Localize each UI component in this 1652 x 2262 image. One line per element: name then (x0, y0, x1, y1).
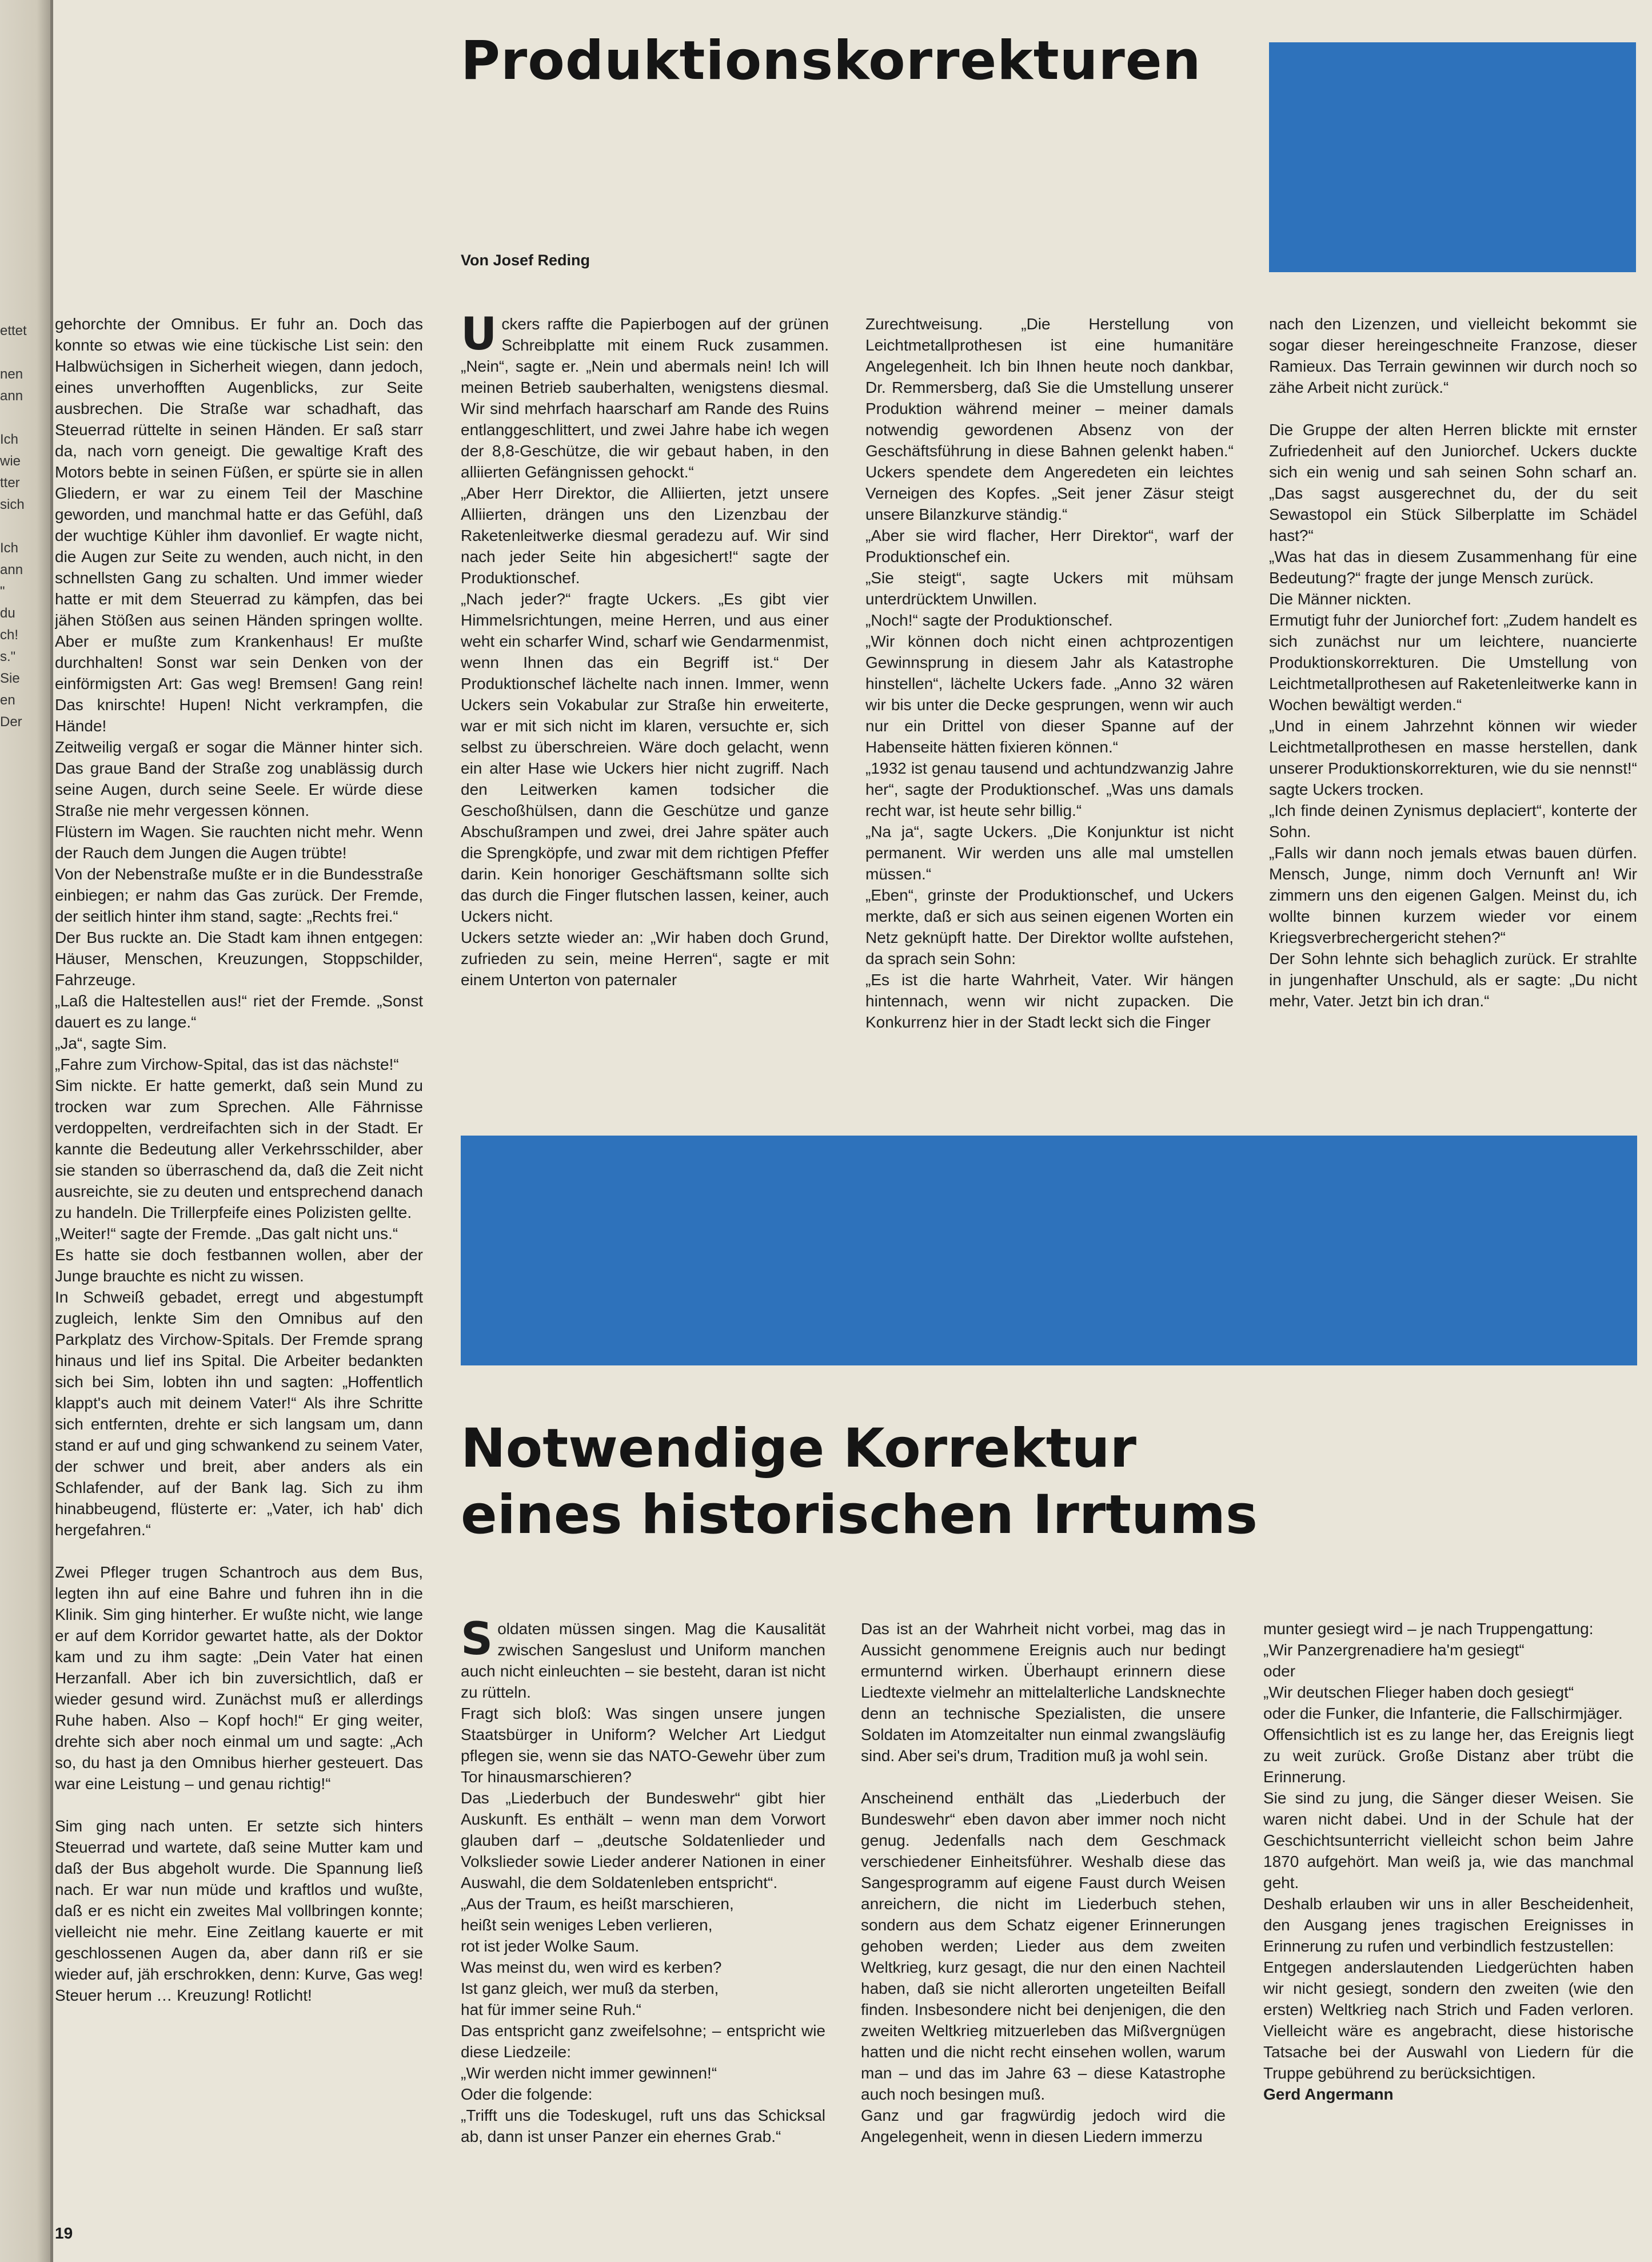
paragraph: „Ja“, sagte Sim. (55, 1034, 167, 1052)
fragment-line: " (0, 584, 5, 599)
paragraph: Fragt sich bloß: Was singen unsere jungen Staatsbürger in Uniform? Welcher Art Liedgut pflegen sie, wenn sie das NATO-Gewehr über zum Tor hinausmarschieren? (461, 1705, 825, 1786)
page-number: 19 (55, 2224, 73, 2242)
fragment-line: ch! (0, 627, 19, 643)
paragraph: Ermutigt fuhr der Juniorchef fort: „Zudem handelt es sich zunächst nur um leichtere, nuancierte Produktionskorrekturen. Die Umstellung von Leichtmetallprothesen auf Raketenleitwerke kann in Wochen bewältigt werden.“ (1269, 611, 1637, 714)
paragraph-gap (1269, 398, 1637, 419)
fragment-line: nen (0, 367, 23, 382)
paragraph: „Trifft uns die Todeskugel, ruft uns das Schicksal ab, dann ist unser Panzer ein ehernes Grab.“ (461, 2106, 825, 2145)
paragraph-gap (861, 1766, 1226, 1787)
paragraph: Offensichtlich ist es zu lange her, das Ereignis liegt zu weit zurück. Große Distanz aber trübt die Erinnerung. (1263, 1726, 1634, 1786)
paragraph: Zwei Pfleger trugen Schantroch aus dem Bus, legten ihn auf eine Bahre und fuhren ihn in die Klinik. Sim ging hinterher. Er wußte nicht, wie lange er auf dem Korridor gewartet hatte, als der Doktor kam und zu ihm sagte: „Dein Vater hat einen Herzanfall. Aber ich bin zuversichtlich, daß er wieder gesund wird. Zunächst muß er allerdings Ruhe haben. Also – Kopf hoch!“ Er ging weiter, drehte sich aber noch einmal um und sagte: „Ach so, du hast ja den Omnibus hierher gesteuert. Das war eine Leistung – und genau richtig!“ (55, 1563, 423, 1793)
paragraph: „Und in einem Jahrzehnt können wir wieder Leichtmetallprothesen en masse herstellen, dank unserer Produktionskorrekturen, wie du sie nennst!“ sagte Uckers trocken. (1269, 717, 1637, 798)
fragment-line: Ich (0, 432, 19, 447)
paragraph: gehorchte der Omnibus. Er fuhr an. Doch das konnte so etwas wie eine tückische List sein: den Halbwüchsigen in Sicherheit wiegen, dann jedoch, eines unverhofften Augenblicks, zur Seite ausbrechen. Die Straße war schadhaft, das Steuerrad rüttelte in seinen Händen. Er saß starr da, nach vorn geneigt. Die gewaltige Kraft des Motors bebte in seinen Füßen, er spürte sie in allen Gliedern, er war zu einem Teil der Maschine geworden, und manchmal hatte er das Gefühl, daß der wuchtige Kühler ihm davonlief. Er wagte nicht, die Augen zur Seite zu wenden, auch nicht, in den schnellsten Gang zu schalten. Und immer wieder hatte er mit dem Steuerrad zu kämpfen, das bei jähen Stößen aus seinen Händen springen wollte. Aber er mußte zum Krankenhaus! Er mußte durchhalten! Sonst war sein Denken von der einförmigsten Art: Gas weg! Bremsen! Gang rein! Das knirschte! Hupen! Nicht verkrampfen, die Hände! (55, 315, 423, 735)
article2-title-line-2: eines historischen Irrtums (461, 1484, 1258, 1546)
paragraph: „Ich finde deinen Zynismus deplaciert“, konterte der Sohn. (1269, 802, 1637, 841)
paragraph: „Nach jeder?“ fragte Uckers. „Es gibt vier Himmelsrichtungen, meine Herren, und aus einer weht ein scharfer Wind, scharf wie Gendarmenmist, wenn Ihnen das ein Begriff ist.“ Der Produktionschef lächelte nach innen. Immer, wenn Uckers sein Vokabular zur Straße hin erweiterte, war er mit sich nicht im klaren, versuchte er, sich selbst zu überschreien. Wäre doch gelacht, wenn ein alter Hase wie Uckers hier nicht zugriff. Nach den Leitwerken kamen todsicher die Geschoßhülsen, dann die Geschütze und ganze Abschußrampen und zwei, drei Jahre später auch die Sprengköpfe, und zwar mit dem richtigen Pfeffer darin. Kein honoriger Geschäftsmann sollte sich das durch die Finger flutschen lassen, keiner, auch Uckers nicht. (461, 590, 829, 925)
paragraph: oder (1263, 1662, 1296, 1680)
paragraph: heißt sein weniges Leben verlieren, (461, 1916, 713, 1934)
article-column-3 (865, 313, 1234, 1040)
adjacent-page-fragment (0, 320, 34, 733)
fragment-line: ettet (0, 323, 27, 338)
drop-cap: S (461, 1618, 493, 1665)
paragraph: „Na ja“, sagte Uckers. „Die Konjunktur ist nicht permanent. Wir werden uns alle mal umstellen müssen.“ (865, 823, 1234, 883)
paragraph: „Wir können doch nicht einen achtprozentigen Gewinnsprung in diesem Jahr als Katastrophe hinstellen“, lächelte Uckers fade. „Anno 32 wären wir bis unter die Decke gesprungen, wenn wir auch nur ein Drittel von dieser Spanne auf der Habenseite hätten fixieren können.“ (865, 632, 1234, 756)
fragment-line: en (0, 692, 15, 708)
fragment-line (0, 516, 34, 537)
fragment-line: ann (0, 388, 23, 404)
paragraph: Entgegen anderslautenden Liedgerüchten haben wir nicht gesiegt, sondern den zweiten (wie den ersten) Weltkrieg nach Strich und Faden verloren. Vielleicht wäre es angebracht, diese historische Tatsache bei der Auswahl von Liedern für die Truppe gebührend zu berücksichtigen. (1263, 1958, 1634, 2082)
paragraph: Zurechtweisung. „Die Herstellung von Leichtmetallprothesen ist eine humanitäre Angelegenheit. Ich bin Ihnen heute noch dankbar, Dr. Remmersberg, daß Sie die Umstellung unserer Produktion während meiner – meiner damals notwendig gewordenen Absenz von der Geschäftsführung in diese Bahnen gelenkt haben.“ Uckers spendete dem Angeredeten ein leichtes Verneigen des Kopfes. „Seit jener Zäsur steigt unsere Bilanzkurve ständig.“ (865, 315, 1234, 523)
paragraph: „Fahre zum Virchow-Spital, das ist das nächste!“ (55, 1056, 399, 1073)
paragraph: „Aus der Traum, es heißt marschieren, (461, 1895, 734, 1913)
paragraph: oder die Funker, die Infanterie, die Fallschirmjäger. (1263, 1705, 1623, 1722)
paragraph: Das entspricht ganz zweifelsohne; – entspricht wie diese Liedzeile: (461, 2022, 825, 2061)
paragraph: Das „Liederbuch der Bundeswehr“ gibt hier Auskunft. Es enthält – wenn man dem Vorwort glauben darf – „deutsche Soldatenlieder und Volkslieder sowie Lieder anderer Nationen in einer Auswahl, die dem Soldatenleben entspricht“. (461, 1789, 825, 1891)
fragment-line: Sie (0, 671, 20, 686)
fragment-line (0, 407, 34, 429)
paragraph: ckers raffte die Papierbogen auf der grünen Schreibplatte mit einem Ruck zusammen. „Nein“, sagte er. „Nein und abermals nein! Ich will meinen Betrieb sauberhalten, wenigstens diesmal. Wir sind mehrfach haarscharf am Rande des Ruins entlanggeschlittert, und zwei Jahre habe ich wegen der 8,8-Geschütze, die wir gebaut haben, in den alliierten Gefängnissen gehockt.“ (461, 315, 829, 481)
paragraph: Ganz und gar fragwürdig jedoch wird die Angelegenheit, wenn in diesen Liedern immerzu (861, 2106, 1226, 2145)
paragraph: „Aber Herr Direktor, die Alliierten, jetzt unsere Alliierten, drängen uns den Lizenzbau der Raketenleitwerke diesmal geradezu auf. Wir sind nach jeder Seite hin abgesichert!“ sagte der Produktionschef. (461, 484, 829, 587)
paragraph: Der Sohn lehnte sich behaglich zurück. Er strahlte in jungenhafter Unschuld, als er sagte: „Du nicht mehr, Vater. Jetzt bin ich dran.“ (1269, 950, 1637, 1010)
article-title: Produktionskorrekturen (461, 30, 1202, 92)
paragraph-gap (55, 1794, 423, 1815)
paragraph: Das ist an der Wahrheit nicht vorbei, mag das in Aussicht genommene Ereignis auch nur bedingt ermunternd wirken. Überhaupt erinnern diese Liedtexte vielmehr an mittelalterliche Landsknechte denn an technische Spezialisten, die unsere Soldaten im Atomzeitalter nun einmal zwangsläufig sind. Aber sei's drum, Tradition muß ja wohl sein. (861, 1620, 1226, 1765)
paragraph: Was meinst du, wen wird es kerben? (461, 1958, 722, 1976)
article2-column-3 (1263, 1618, 1634, 2207)
paragraph: Deshalb erlauben wir uns in aller Bescheidenheit, den Ausgang jenes tragischen Ereignisses in Erinnerung zu rufen und verbindlich festzustellen: (1263, 1895, 1634, 1955)
paragraph: Die Gruppe der alten Herren blickte mit ernster Zufriedenheit auf den Juniorchef. Uckers duckte sich ein wenig und sah seinen Sohn scharf an. „Das sagst ausgerechnet du, der du seit Sewastopol ein Stück Silberplatte im Schädel hast?“ (1269, 421, 1637, 544)
paragraph: „Weiter!“ sagte der Fremde. „Das galt nicht uns.“ (55, 1225, 398, 1242)
page-gutter (50, 0, 53, 2262)
paragraph: Uckers setzte wieder an: „Wir haben doch Grund, zufrieden zu sein, meine Herren“, sagte er mit einem Unterton von paternaler (461, 929, 829, 989)
article2-column-1 (461, 1618, 825, 2207)
paragraph: In Schweiß gebadet, erregt und abgestumpft zugleich, lenkte Sim den Omnibus auf den Parkplatz des Virchow-Spitals. Der Fremde sprang hinaus und lief ins Spital. Die Arbeiter bedankten sich bei Sim, lobten ihn und sagten: „Hoffentlich klappt's auch mit deinem Vater!“ Als ihre Schritte sich entfernten, drehte er sich langsam um, dann stand er auf und ging schwankend zu seinem Vater, der schwer und breit, aber anders als ein Schlafender, auf der Bank lag. Sich zu ihm hinabbeugend, flüsterte er: „Vater, ich hab' dich hergefahren.“ (55, 1288, 423, 1539)
paragraph: nach den Lizenzen, und vielleicht bekommt sie sogar dieser hereingeschneite Franzose, dieser Ramieux. Das Terrain gewinnen wir durch noch so zähe Arbeit nicht zurück.“ (1269, 315, 1637, 396)
article-column-1 (55, 313, 423, 2195)
paragraph: Oder die folgende: (461, 2085, 593, 2103)
paragraph: „Wir Panzergrenadiere ha'm gesiegt“ (1263, 1641, 1525, 1659)
paragraph: Anscheinend enthält das „Liederbuch der Bundeswehr“ eben davon aber immer noch nicht genug. Jedenfalls nach dem Geschmack verschiedener Einheitsführer. Weshalb diese das Sangesprogramm auf eigene Faust durch Weisen anreichern, die nicht im Liederbuch stehen, sondern aus dem Schatz eigener Erinnerungen gehoben werden; Lieder aus dem zweiten Weltkrieg, kurz gesagt, die nur den einen Nachteil haben, daß sie nicht allerorten ungeteilten Beifall finden. Insbesondere nicht bei denjenigen, die den zweiten Weltkrieg mitzuerleben das Mißvergnügen hatten und die nicht recht einsehen wollen, warum man – und das im Jahre 63 – diese Katastrophe auch noch besingen muß. (861, 1789, 1226, 2103)
fragment-line: s." (0, 649, 16, 664)
paragraph: „Noch!“ sagte der Produktionschef. (865, 611, 1113, 629)
article-column-4 (1269, 313, 1637, 1040)
paragraph: „Falls wir dann noch jemals etwas bauen dürfen. Mensch, Junge, nimm doch Vernunft an! Wir zimmern uns den eigenen Galgen. Meinst du, ich wollte binnen kurzem wieder vor einem Kriegsverbrechergericht stehen?“ (1269, 844, 1637, 946)
paragraph: „Was hat das in diesem Zusammenhang für eine Bedeutung?“ fragte der junge Mensch zurück. (1269, 548, 1637, 587)
paragraph: Der Bus ruckte an. Die Stadt kam ihnen entgegen: Häuser, Menschen, Kreuzungen, Stoppschilder, Fahrzeuge. (55, 929, 423, 989)
paragraph: Sie sind zu jung, die Sänger dieser Weisen. Sie waren nicht dabei. Und in der Schule hat der Geschichtsunterricht vielleicht schon beim Jahre 1870 aufgehört. Man weiß ja, wie das manchmal geht. (1263, 1789, 1634, 1891)
article-byline: Von Josef Reding (461, 252, 590, 269)
paragraph: „Eben“, grinste der Produktionschef, und Uckers merkte, daß er sich aus seinen eigenen Worten ein Netz geknüpft hatte. Der Direktor wollte aufstehen, da sprach sein Sohn: (865, 886, 1234, 967)
fragment-line: sich (0, 497, 25, 512)
author-signature: Gerd Angermann (1263, 2085, 1394, 2103)
paragraph: Zeitweilig vergaß er sogar die Männer hinter sich. Das graue Band der Straße zog unablässig durch seine Augen, durch seine Seele. Er würde diese Straße nie mehr vergessen können. (55, 738, 423, 819)
paragraph: Es hatte sie doch festbannen wollen, aber der Junge brauchte es nicht zu wissen. (55, 1246, 423, 1285)
paragraph: „Aber sie wird flacher, Herr Direktor“, warf der Produktionschef ein. (865, 527, 1234, 566)
paragraph: „Wir deutschen Flieger haben doch gesiegt“ (1263, 1683, 1574, 1701)
paragraph: „1932 ist genau tausend und achtundzwanzig Jahre her“, sagte der Produktionschef. „Was uns damals recht war, ist heute sehr billig.“ (865, 759, 1234, 819)
paragraph: Sim nickte. Er hatte gemerkt, daß sein Mund zu trocken war zum Sprechen. Alle Fährnisse verdoppelten, verdreifachten sich in der Stadt. Er kannte die Bedeutung aller Verkehrsschilder, aber sie standen so überraschend da, daß die Zeit nicht ausreichte, sie zu deuten und entsprechend danach zu handeln. Die Trillerpfeife eines Polizisten gellte. (55, 1077, 423, 1221)
paragraph: „Wir werden nicht immer gewinnen!“ (461, 2064, 717, 2082)
paragraph: munter gesiegt wird – je nach Truppengattung: (1263, 1620, 1594, 1638)
fragment-line: ann (0, 562, 23, 578)
paragraph: Flüstern im Wagen. Sie rauchten nicht mehr. Wenn der Rauch dem Jungen die Augen trübte! (55, 823, 423, 862)
paragraph: oldaten müssen singen. Mag die Kausalität zwischen Sangeslust und Uniform manchen auch nicht einleuchten – sie besteht, daran ist nicht zu rütteln. (461, 1620, 825, 1701)
article2-title-line-1: Notwendige Korrektur (461, 1417, 1136, 1480)
paragraph: Ist ganz gleich, wer muß da sterben, (461, 1980, 719, 1997)
fragment-line: tter (0, 475, 20, 491)
fragment-line: Der (0, 714, 22, 730)
paragraph: „Es ist die harte Wahrheit, Vater. Wir hängen hintennach, wenn wir nicht zupacken. Die Konkurrenz hier in der Stadt leckt sich die Finger (865, 971, 1234, 1031)
fragment-line: wie (0, 453, 21, 469)
paragraph: hat für immer seine Ruh.“ (461, 2001, 641, 2018)
drop-cap: U (461, 313, 497, 360)
paragraph: Die Männer nickten. (1269, 590, 1412, 608)
paragraph: Von der Nebenstraße mußte er in die Bundesstraße einbiegen; er nahm das Gas zurück. Der Fremde, der seitlich hinter ihm stand, sagte: „Rechts frei.“ (55, 865, 423, 925)
paragraph: „Sie steigt“, sagte Uckers mit mühsam unterdrücktem Unwillen. (865, 569, 1234, 608)
blue-image-block (1269, 42, 1636, 272)
article2-column-2 (861, 1618, 1226, 2207)
paragraph: Sim ging nach unten. Er setzte sich hinters Steuerrad und wartete, daß seine Mutter kam und daß der Bus abgeholt wurde. Die Spannung ließ nach. Er war nun müde und kraftlos und wußte, daß er es nicht ein zweites Mal vollbringen konnte; vielleicht nie mehr. Eine Zeitlang kauerte er mit geschlossenen Augen da, aber dann riß er sie wieder auf, jäh erschrokken, denn: Kurve, Gas weg! Steuer herum … Kreuzung! Rotlicht! (55, 1817, 423, 2004)
fragment-line: Ich (0, 540, 19, 556)
article-column-2 (461, 313, 829, 1040)
article2-title (461, 1416, 1258, 1548)
blue-image-banner (461, 1136, 1637, 1365)
paragraph: rot ist jeder Wolke Saum. (461, 1937, 640, 1955)
fragment-line (0, 342, 34, 364)
paragraph-gap (55, 1540, 423, 1562)
paragraph: „Laß die Haltestellen aus!“ riet der Fremde. „Sonst dauert es zu lange.“ (55, 992, 423, 1031)
fragment-line: du (0, 606, 15, 621)
